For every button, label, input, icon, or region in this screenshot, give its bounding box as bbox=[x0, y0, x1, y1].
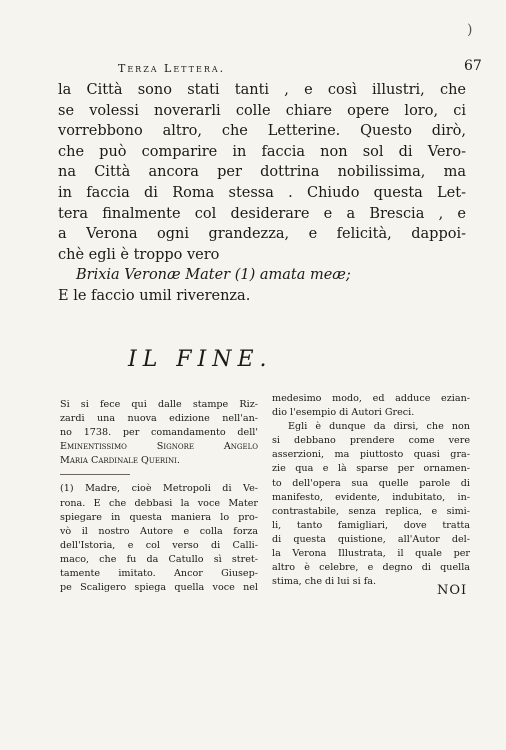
latin-verse: Brixia Veronæ Mater (1) amata meæ; bbox=[76, 267, 351, 284]
note-line: no 1738. per comandamento dell' bbox=[60, 427, 258, 439]
footnote-continuation bbox=[272, 392, 470, 420]
note-line: Si si fece qui dalle stampe Riz- bbox=[60, 399, 258, 410]
letter-line: chè egli è troppo vero bbox=[58, 246, 220, 263]
letter-line: la Città sono stati tanti , e così illustri, che bbox=[58, 82, 466, 98]
notes-left-column bbox=[60, 398, 258, 595]
commentary-note bbox=[272, 420, 470, 589]
note-line: manifesto, evidente, indubitato, in- bbox=[272, 491, 470, 503]
letter-line: in faccia di Roma stessa . Chiudo questa Let- bbox=[58, 184, 466, 201]
note-line: rona. E che debbasi la voce Mater bbox=[60, 497, 258, 509]
note-line: to dell'opera sua quelle parole di bbox=[272, 477, 470, 489]
note-line: Maria Cardinale Querini. bbox=[60, 455, 180, 467]
note-line: tamente imitato. Ancor Giusep- bbox=[60, 568, 258, 580]
notes-right-column bbox=[272, 392, 470, 589]
letter-body bbox=[58, 80, 466, 307]
note-line: asserzioni, ma piuttosto quasi gra- bbox=[272, 449, 470, 461]
note-line: spiegare in questa maniera lo pro- bbox=[60, 511, 258, 523]
note-line: zardi una nuova edizione nell'an- bbox=[60, 413, 258, 425]
running-head: Terza Lettera. bbox=[118, 62, 226, 75]
page-number: 67 bbox=[464, 58, 482, 74]
note-line: contrastabile, senza replica, e simi- bbox=[272, 505, 470, 517]
note-divider bbox=[60, 474, 130, 475]
note-line: dell'Istoria, e col verso di Calli- bbox=[60, 539, 258, 551]
note-line: di questa quistione, all'Autor del- bbox=[272, 533, 470, 545]
note-line: (1) Madre, cioè Metropoli di Ve- bbox=[60, 483, 258, 495]
page-edge-mark: ) bbox=[467, 22, 473, 38]
note-line: altro è celebre, e degno di quella bbox=[272, 562, 470, 574]
note-line: li, tanto famigliari, dove tratta bbox=[272, 519, 470, 531]
catchword: NOI bbox=[437, 583, 468, 598]
note-line: pe Scaligero spiega quella voce nel bbox=[60, 582, 258, 594]
note-line: dio l'esempio di Autori Greci. bbox=[272, 407, 415, 419]
end-heading: IL FINE. bbox=[128, 347, 273, 372]
letter-line: tera finalmente col desiderare e a Brescia , e bbox=[58, 205, 466, 222]
footnote-1 bbox=[60, 482, 258, 595]
letter-line: che può comparire in faccia non sol di Vero- bbox=[58, 143, 466, 160]
note-line: Eminentissimo Signore Angelo bbox=[60, 441, 258, 453]
letter-line: se volessi noverarli colle chiare opere loro, ci bbox=[58, 102, 466, 119]
closing-line: E le faccio umil riverenza. bbox=[58, 287, 251, 304]
note-line: medesimo modo, ed adduce ezian- bbox=[272, 393, 470, 404]
letter-line: vorrebbono altro, che Letterine. Questo dirò, bbox=[58, 123, 466, 140]
note-line: maco, che fu da Catullo sì stret- bbox=[60, 553, 258, 565]
note-line: vò il nostro Autore e colla forza bbox=[60, 525, 258, 537]
note-line: Egli è dunque da dirsi, che non bbox=[288, 421, 470, 433]
note-line: si debbano prendere come vere bbox=[272, 435, 470, 447]
letter-line: a Verona ogni grandezza, e felicità, dappoi- bbox=[58, 226, 466, 243]
edition-note bbox=[60, 398, 258, 468]
note-line: stima, che di lui si fa. bbox=[272, 576, 377, 588]
note-line: la Verona Illustrata, il quale per bbox=[272, 548, 470, 560]
letter-line: na Città ancora per dottrina nobilissima, ma bbox=[58, 164, 466, 181]
note-line: zie qua e là sparse per ornamen- bbox=[272, 463, 470, 475]
